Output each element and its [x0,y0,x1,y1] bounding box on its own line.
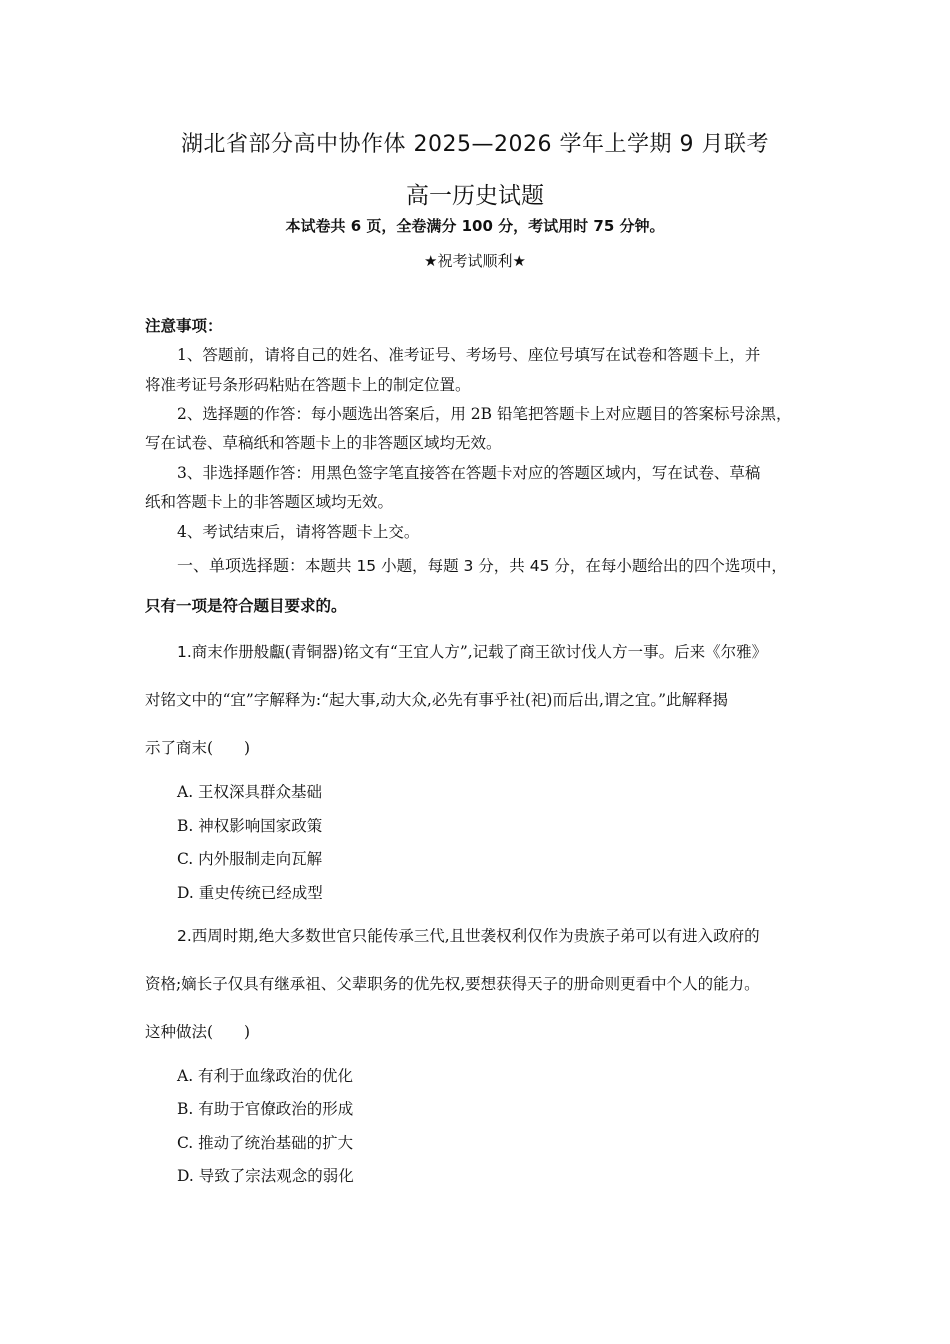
q1-line-1 [177,640,767,662]
q2-line-1 [177,924,760,946]
q1-text-1: 商末作册般甗(青铜器)铭文有“王宜人方”,记载了商王欲讨伐人方一事。后来《尔雅》 [191,643,768,661]
q1-number: 1. [177,643,192,661]
q2-option-c: C. 推动了统治基础的扩大 [177,1134,354,1152]
q2-option-b: B. 有助于官僚政治的形成 [177,1100,354,1118]
q2-option-d: D. 导致了宗法观念的弱化 [177,1167,354,1185]
exam-title: 湖北省部分高中协作体 2025—2026 学年上学期 9 月联考 [181,132,769,157]
exam-wish: ★祝考试顺利★ [424,252,526,270]
q1-option-c: C. 内外服制走向瓦解 [177,850,323,868]
section-label: 一、单项选择题： [177,556,306,575]
notice-line-7: 4、考试结束后，请将答题卡上交。 [177,523,420,541]
section-desc-2: 只有一项是符合题目要求的。 [145,597,347,615]
q2-text-1: 西周时期,绝大多数世官只能传承三代,且世袭权利仅作为贵族子弟可以有进入政府的 [191,927,760,945]
notice-line-6: 纸和答题卡上的非答题区域均无效。 [145,493,394,511]
section-desc-1: 本题共 15 小题，每题 3 分，共 45 分，在每小题给出的四个选项中， [305,557,787,575]
q2-number: 2. [177,927,192,945]
q2-line-2: 资格;嫡长子仅具有继承祖、父辈职务的优先权,要想获得天子的册命则更看中个人的能力。 [145,975,760,993]
q1-line-3: 示了商末( ) [145,739,251,757]
q2-line-3: 这种做法( ) [145,1023,251,1041]
section-heading [177,553,787,576]
exam-info: 本试卷共 6 页，全卷满分 100 分，考试用时 75 分钟。 [285,217,665,235]
notice-line-5: 3、非选择题作答：用黑色签字笔直接答在答题卡对应的答题区域内，写在试卷、草稿 [177,464,761,482]
notice-line-2: 将准考证号条形码粘贴在答题卡上的制定位置。 [145,376,471,394]
q1-option-b: B. 神权影响国家政策 [177,817,323,835]
notice-heading: 注意事项： [145,316,223,335]
q1-option-a: A. 王权深具群众基础 [177,783,323,801]
exam-subtitle: 高一历史试题 [406,183,544,209]
notice-line-4: 写在试卷、草稿纸和答题卡上的非答题区域均无效。 [145,434,502,452]
notice-line-1: 1、答题前，请将自己的姓名、准考证号、考场号、座位号填写在试卷和答题卡上，并 [177,346,761,364]
q1-option-d: D. 重史传统已经成型 [177,884,323,902]
notice-line-3: 2、选择题的作答：每小题选出答案后，用 2B 铅笔把答题卡上对应题目的答案标号涂黑， [177,405,792,423]
q1-line-2: 对铭文中的“宜”字解释为:“起大事,动大众,必先有事乎社(祀)而后出,谓之宜。”此解释揭 [145,691,729,709]
q2-option-a: A. 有利于血缘政治的优化 [177,1067,354,1085]
